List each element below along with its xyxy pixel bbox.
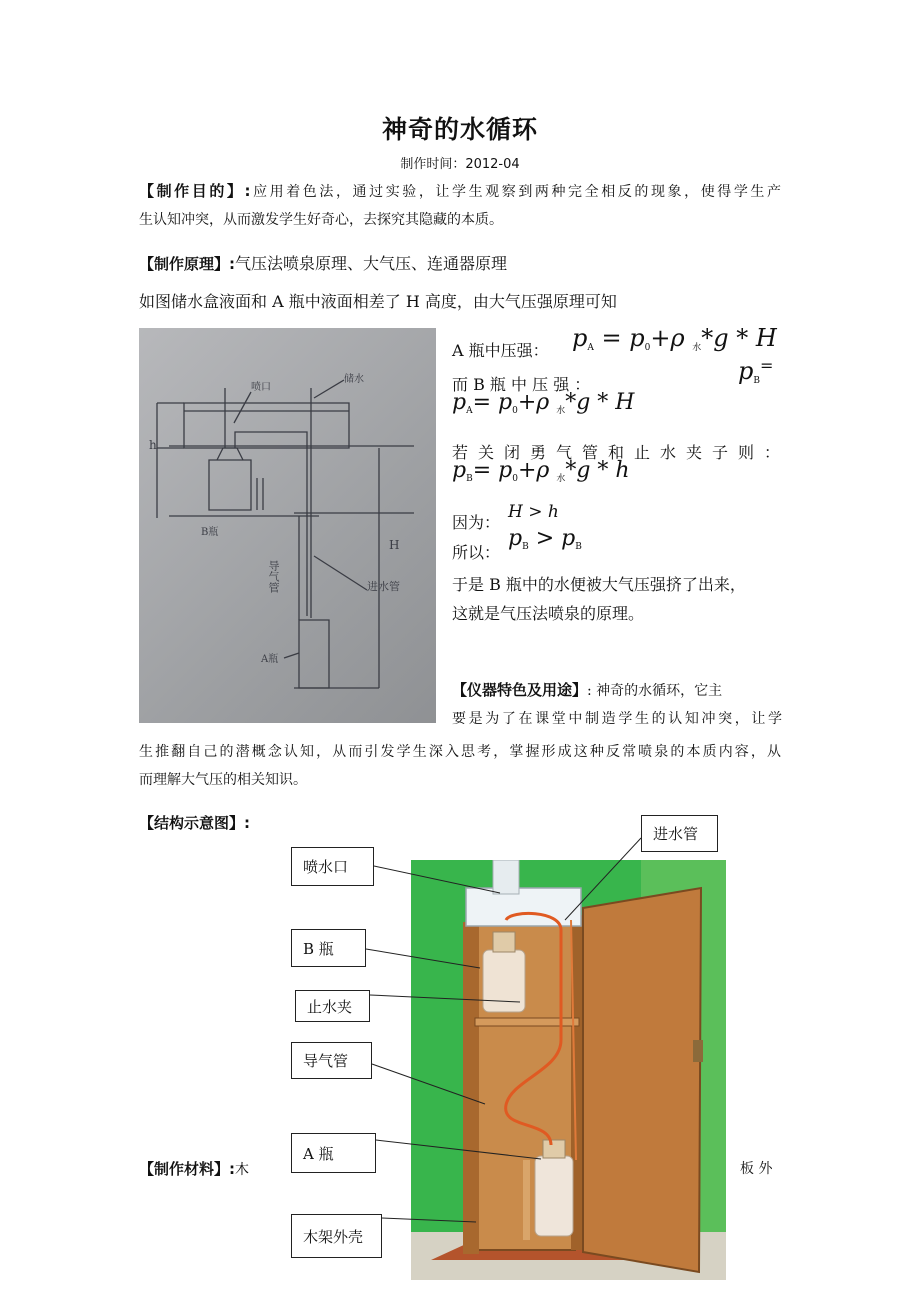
water-subscript-2: 水 bbox=[556, 406, 566, 416]
conclusion-line1: 于是 B 瓶中的水便被大气压强挤了出来， bbox=[452, 575, 746, 594]
page-title: 神奇的水循环 bbox=[381, 115, 538, 144]
label-clamp: 止水夹 bbox=[295, 990, 370, 1022]
principle-text: 气压法喷泉原理、大气压、连通器原理 bbox=[235, 254, 508, 273]
b-pressure-formula: $p_A= p_0+\rho$ $_水$*g * H bbox=[452, 390, 635, 416]
a-pressure-formula: $p_A = p_0+\rho$ $_水$*g * H bbox=[572, 324, 777, 353]
features-line2: 要是为了在课堂中制造学生的认知冲突，让学 bbox=[452, 711, 782, 727]
sketch-label-bottle-a: A瓶 bbox=[261, 654, 279, 665]
purpose-line2: 生认知冲突，从而激发学生好奇心，去探究其隐藏的本质。 bbox=[139, 212, 503, 228]
materials-right-word: 板 外 bbox=[740, 1161, 773, 1177]
a-pressure-label: A 瓶中压强： bbox=[452, 341, 549, 360]
sketch-label-h-small: h bbox=[149, 438, 157, 452]
b-pressure-closed-formula: $p_B= p_0+\rho$ $_水$*g * h bbox=[452, 458, 630, 484]
purpose-heading: 【制作目的】: bbox=[139, 182, 251, 200]
water-subscript-3: 水 bbox=[556, 474, 566, 484]
page-subtitle: 制作时间：2012-04 bbox=[400, 157, 520, 172]
sketch-label-h-big: H bbox=[389, 538, 400, 552]
conclusion-line2: 这就是气压法喷泉的原理。 bbox=[452, 604, 645, 623]
materials-left bbox=[139, 1155, 249, 1184]
so-formula: $p_B > p_B$ bbox=[508, 526, 582, 552]
sketch-label-water-pipe: 进水管 bbox=[367, 580, 400, 593]
label-wood-frame: 木架外壳 bbox=[291, 1214, 382, 1258]
sketch-label-pipe: 导气管 bbox=[267, 560, 280, 593]
principle-heading: 【制作原理】: bbox=[139, 255, 235, 273]
sketch-label-spray: 喷口 bbox=[251, 382, 271, 393]
sketch-label-tank: 储水 bbox=[344, 374, 364, 385]
b-pressure-label: 而 B 瓶 中 压 强 ： bbox=[452, 375, 591, 394]
label-bottle-a: A 瓶 bbox=[291, 1133, 376, 1173]
because-label: 因为： bbox=[452, 513, 501, 532]
so-label: 所以： bbox=[452, 543, 501, 562]
features-line3: 生推翻自己的潜概念认知，从而引发学生深入思考，掌握形成这种反常喷泉的本质内容，从 bbox=[139, 744, 781, 760]
label-water-inlet: 进水管 bbox=[641, 815, 718, 852]
label-air-pipe: 导气管 bbox=[291, 1042, 372, 1079]
label-spray-nozzle: 喷水口 bbox=[291, 847, 374, 886]
materials-left-word: 木 bbox=[235, 1162, 249, 1178]
close-valve-label: 若关闭勇气管和止水夹子则： bbox=[452, 443, 780, 462]
features-line4: 而理解大气压的相关知识。 bbox=[139, 772, 307, 788]
materials-heading: 【制作材料】: bbox=[139, 1160, 235, 1178]
label-bottle-b: B 瓶 bbox=[291, 929, 366, 967]
features-heading: 【仪器特色及用途】 bbox=[452, 681, 588, 699]
features-line1: : 神奇的水循环，它主 bbox=[587, 683, 723, 699]
sketch-label-bottle-b: B瓶 bbox=[201, 527, 219, 538]
b-pressure-lhs: $p_B^=$ bbox=[738, 356, 774, 386]
intro-text: 如图储水盒液面和 A 瓶中液面相差了 H 高度，由大气压强原理可知 bbox=[139, 292, 617, 311]
because-formula: H > h bbox=[508, 502, 559, 522]
structure-heading: 【结构示意图】: bbox=[139, 814, 250, 832]
purpose-line1: 应用着色法，通过实验，让学生观察到两种完全相反的现象，使得学生产 bbox=[250, 184, 782, 200]
water-subscript-1: 水 bbox=[692, 343, 702, 353]
